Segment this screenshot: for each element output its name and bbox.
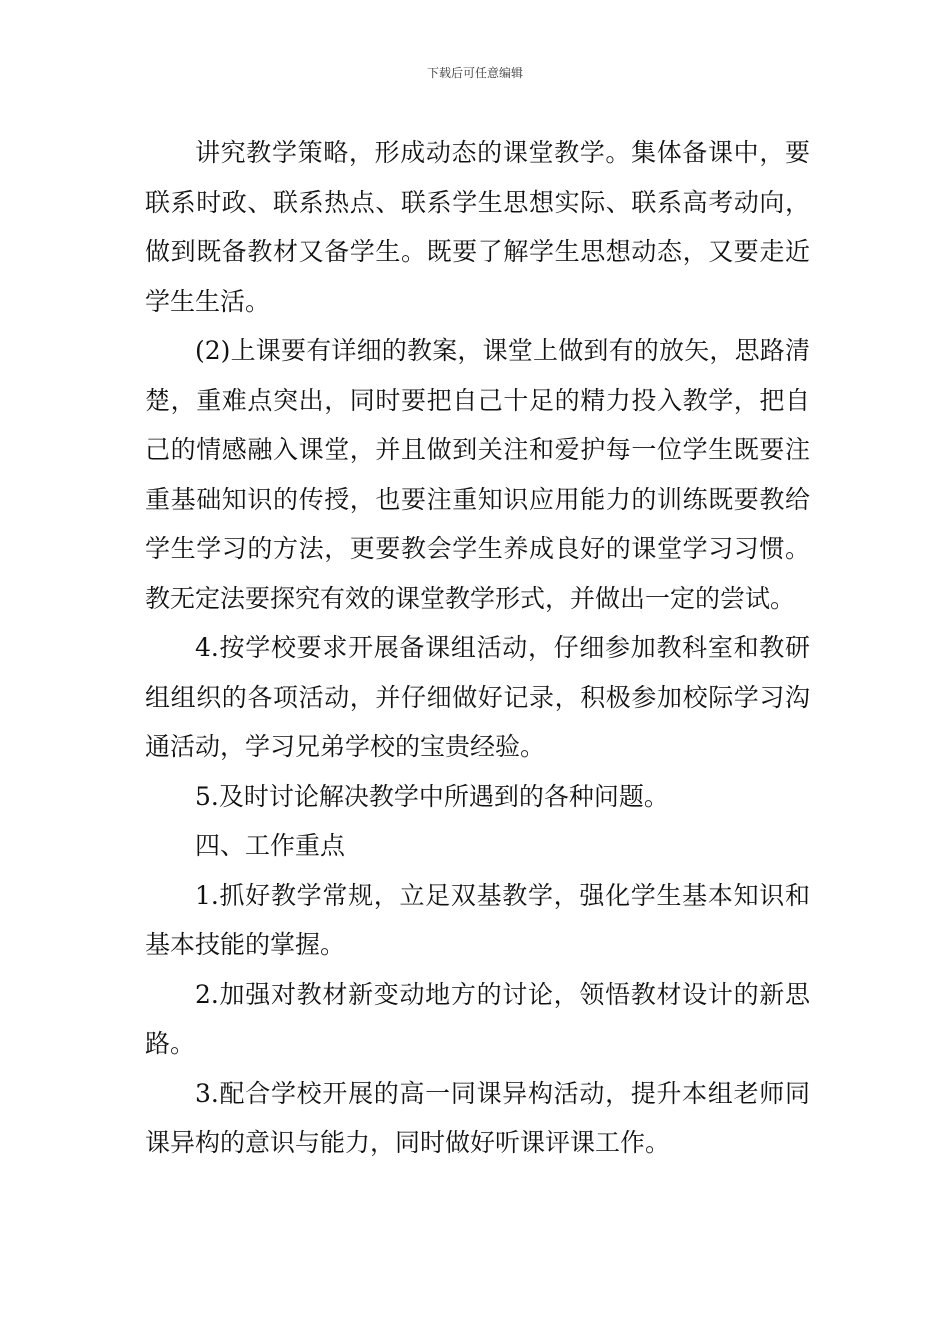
paragraph: 5.及时讨论解决教学中所遇到的各种问题。 [195, 781, 669, 811]
page-header: 下载后可任意编辑 [426, 66, 523, 80]
paragraph: 3.配合学校开展的高一同课异构活动，提升本组老师同课异构的意识与能力，同时做好听课评课工作。 [145, 1078, 810, 1157]
paragraph: (2)上课要有详细的教案，课堂上做到有的放矢，思路清楚，重难点突出，同时要把自己十足的精力投入教学，把自己的情感融入课堂，并且做到关注和爱护每一位学生既要注重基础知识的传授，也要注重知识应用能力的训练既要教给学生学习的方法，更要教会学生养成良好的课堂学习习惯。教无定法要探究有效的课堂教学形式，并做出一定的尝试。 [145, 336, 810, 613]
document-body [145, 128, 810, 1168]
paragraph: 讲究教学策略，形成动态的课堂教学。集体备课中，要联系时政、联系热点、联系学生思想实际、联系高考动向，做到既备教材又备学生。既要了解学生思想动态，又要走近学生生活。 [145, 138, 810, 316]
paragraph: 4.按学校要求开展备课组活动，仔细参加教科室和教研组组织的各项活动，并仔细做好记录，积极参加校际学习沟通活动，学习兄弟学校的宝贵经验。 [145, 633, 810, 761]
paragraph: 1.抓好教学常规，立足双基教学，强化学生基本知识和基本技能的掌握。 [145, 880, 810, 959]
paragraph: 2.加强对教材新变动地方的讨论，领悟教材设计的新思路。 [145, 979, 810, 1058]
section-heading: 四、工作重点 [195, 831, 346, 860]
